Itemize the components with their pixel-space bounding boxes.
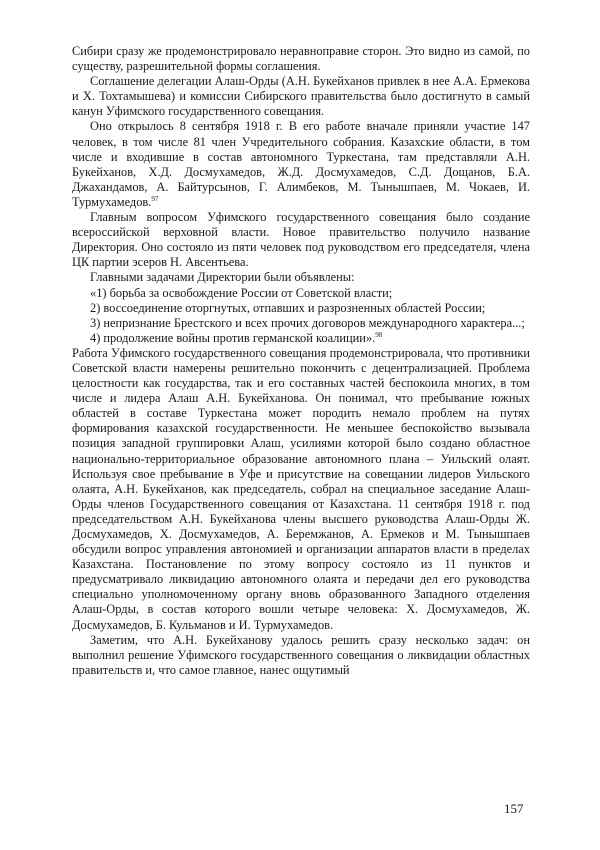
paragraph-7: Заметим, что А.Н. Букейханову удалось решить сразу несколько задач: он выполнил решение Уфимского государственного совещания о ликвидации областных правительств и, что самое главное, нанес ощутимый <box>72 632 530 677</box>
list-item-3: 3) непризнание Брестского и всех прочих договоров международного характера...; <box>90 315 525 330</box>
list-item-4: 4) продолжение войны против германской коалиции».$^{98}$ <box>90 330 383 345</box>
paragraph-1: Сибири сразу же продемонстрировало неравноправие сторон. Это видно из самой, по существу, разрешительной формы соглашения. <box>72 44 530 74</box>
paragraph-4: Главным вопросом Уфимского государственного совещания было создание всероссийской верховной власти. Новое правительство получило название Директория. Оно состояло из пяти человек под руководством его председателя, члена ЦК партии эсеров Н. Авсентьева. <box>72 210 530 270</box>
paragraph-6: Работа Уфимского государственного совещания продемонстрировала, что противники Советской власти намерены решительно покончить с децентрализацией. Проблема целостности как государства, так и его составных частей беспокоила многих, в том числе и лидера Алаш А.Н. Букейханова. Он понимал, что пребывание южных областей в составе Туркестана может породить немало проблем на путях формирования казахской государственности. Не меньшее беспокойство вызывала позиция западной группировки Алаш, усилиями которой было создано областное национально-территориальное образование автономного плана – Уильский олаят. Используя свое пребывание в Уфе и присутствие на совещании лидеров Уильского олаята, А.Н. Букейханов, как председатель, собрал на специальное заседание Алаш-Орды членов Государственного совещания от Казахстана. 11 сентября 1918 г. под председательством А.Н. Букейханова члены высшего руководства Алаш-Орды Ж. Досмухамедов, Х. Досмухамедов, А. Беремжанов, А. Ермеков и М. Тынышпаев обсудили вопрос управления автономией и организации аппаратов власти в пределах Казахстана. Постановление по этому вопросу состояло из 11 пунктов и предусматривало ликвидацию автономного олаята и передачи дел его руководства специально уполномоченному органу вновь образованного Западного отделения Алаш-Орды, в состав которого вошли четыре человека: Х. Досмухамедов, Ж. Досмухамедов, Б. Кульманов и И. Турмухамедов. <box>72 345 530 632</box>
footnote-ref-97[interactable]: 97 <box>151 194 159 203</box>
paragraph-2: Соглашение делегации Алаш-Орды (А.Н. Букейханов привлек в нее А.А. Ермекова и Х. Тохтамышева) и комиссии Сибирского правительства было достигнуто в самый канун Уфимского государственного совещания. <box>72 74 530 119</box>
list-item-2: 2) воссоединение оторгнутых, отпавших и разрозненных областей России; <box>90 300 486 315</box>
footnote-ref-98[interactable]: 98 <box>375 330 383 339</box>
page-number: 157 <box>504 801 524 816</box>
page-body <box>72 44 530 678</box>
list-item-1: «1) борьба за освобождение России от Советской власти; <box>90 285 393 300</box>
paragraph-3: Оно открылось 8 сентября 1918 г. В его работе вначале приняли участие 147 человек, в том числе 81 член Учредительного собрания. Казахские области, в том числе и входившие в состав автономного Туркестана, там представляли А.Н. Букейханов, Х.Д. Досмухамедов, Ж.Д. Досмухамедов, С.Д. Дощанов, Б.А. Джахандамов, А. Байтурсынов, Г. Алимбеков, М. Тынышпаев, М. Чокаев, И. Турмухамедов.$^{97}$ <box>72 119 530 209</box>
paragraph-5: Главными задачами Директории были объявлены: <box>90 270 355 285</box>
